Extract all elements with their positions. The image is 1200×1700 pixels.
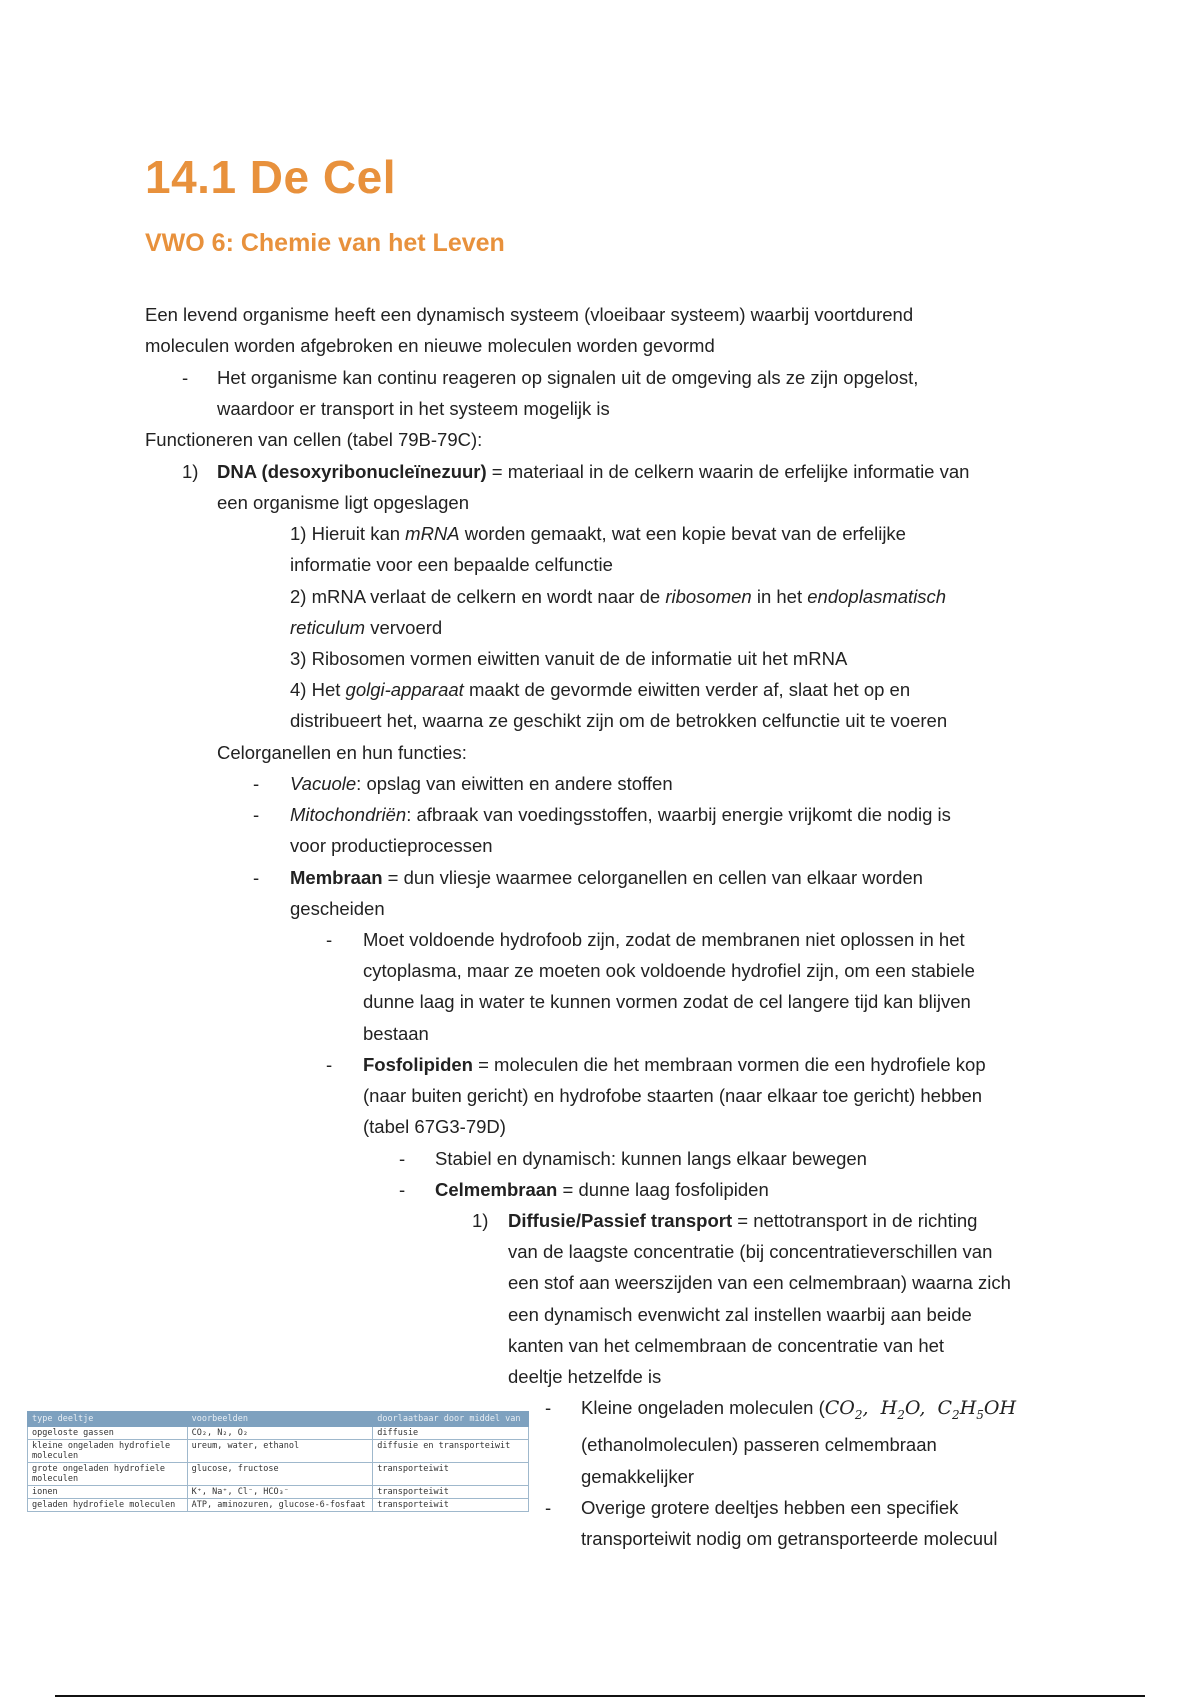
table-row [28,1440,529,1463]
table-cell: transporteiwit [373,1463,529,1486]
table-cell: diffusie en transporteiwit [373,1440,529,1463]
table-cell: glucose, fructose [187,1463,373,1486]
step-4: 4) Het golgi-apparaat maakt de gevormde eiwitten verder af, slaat het op en [290,679,911,700]
page-title: 14.1 De Cel [145,151,396,203]
table-cell: diffusie [373,1427,529,1440]
klein-line: gemakkelijker [581,1466,695,1487]
bullet-dash: - [182,367,189,388]
bullet-dash: - [399,1148,406,1169]
hydro-line: cytoplasma, maar ze moeten ook voldoende hydrofiel zijn, om een stabiele [363,960,975,981]
intro-line: moleculen worden afgebroken en nieuwe moleculen worden gevormd [145,335,715,356]
footer-divider [55,1695,1145,1697]
bullet-dash: - [326,1054,333,1075]
diffusie-line: van de laagste concentratie (bij concentratieverschillen van [508,1241,993,1262]
step-1-cont: informatie voor een bepaalde celfunctie [290,554,613,575]
hydro-line: Moet voldoende hydrofoob zijn, zodat de membranen niet oplossen in het [363,929,965,950]
overig-line: Overige grotere deeltjes hebben een specifiek [581,1497,959,1518]
table-row [28,1486,529,1499]
diffusie-line: deeltje hetzelfde is [508,1366,662,1387]
table-cell: ionen [28,1486,188,1499]
table-cell: transporteiwit [373,1486,529,1499]
table-cell: transporteiwit [373,1499,529,1512]
overig-line: transporteiwit nodig om getransporteerde molecuul [581,1528,998,1549]
table-row [28,1463,529,1486]
vacuole-line: Vacuole: opslag van eiwitten en andere stoffen [290,773,673,794]
table-row [28,1499,529,1512]
step-4-cont: distribueert het, waarna ze geschikt zijn om de betrokken celfunctie uit te voeren [290,710,948,731]
section-intro: Functioneren van cellen (tabel 79B-79C): [145,429,483,450]
mito-line-cont: voor productieprocessen [290,835,493,856]
dna-line: een organisme ligt opgeslagen [217,492,469,513]
bullet-dash: - [253,773,260,794]
klein-line: (ethanolmoleculen) passeren celmembraan [581,1434,937,1455]
table-cell: ATP, aminozuren, glucose-6-fosfaat [187,1499,373,1512]
membraan-line: Membraan = dun vliesje waarmee celorganellen en cellen van elkaar worden [290,867,923,888]
mito-line: Mitochondriën: afbraak van voedingsstoffen, waarbij energie vrijkomt die nodig is [290,804,951,825]
membraan-line-cont: gescheiden [290,898,385,919]
celmembraan-line: Celmembraan = dunne laag fosfolipiden [435,1179,769,1200]
intro-bullet-line: Het organisme kan continu reageren op signalen uit de omgeving als ze zijn opgelost, [217,367,919,388]
list-number: 1) [182,461,199,482]
step-2: 2) mRNA verlaat de celkern en wordt naar de ribosomen in het endoplasmatisch [290,586,947,607]
hydro-line: bestaan [363,1023,429,1044]
diffusie-line: een dynamisch evenwicht zal instellen waarbij aan beide [508,1304,972,1325]
table-header: voorbeelden [187,1412,373,1427]
table-cell: K⁺, Na⁺, Cl⁻, HCO₃⁻ [187,1486,373,1499]
table-row [28,1427,529,1440]
diffusie-line: Diffusie/Passief transport = nettotransport in de richting [508,1210,978,1231]
table-cell: opgeloste gassen [28,1427,188,1440]
organellen-heading: Celorganellen en hun functies: [217,742,467,763]
hydro-line: dunne laag in water te kunnen vormen zodat de cel langere tijd kan blijven [363,991,971,1012]
step-2-cont: reticulum vervoerd [290,617,443,638]
table-cell: CO₂, N₂, O₂ [187,1427,373,1440]
klein-line: Kleine ongeladen moleculen ($CO_2$, $H_2O$, $C_2H_5OH$ [581,1397,1017,1422]
bullet-dash: - [253,804,260,825]
formula: $CO_2$, $H_2O$, $C_2H_5OH$ [824,1397,1017,1422]
fosfo-line: (tabel 67G3-79D) [363,1116,506,1137]
step-3: 3) Ribosomen vormen eiwitten vanuit de de informatie uit het mRNA [290,648,848,669]
table-cell: ureum, water, ethanol [187,1440,373,1463]
table-cell: grote ongeladen hydrofiele moleculen [28,1463,188,1486]
bullet-dash: - [326,929,333,950]
step-1: 1) Hieruit kan mRNA worden gemaakt, wat een kopie bevat van de erfelijke [290,523,906,544]
table-header-row [28,1412,529,1427]
table-cell: geladen hydrofiele moleculen [28,1499,188,1512]
diffusie-line: een stof aan weerszijden van een celmembraan) waarna zich [508,1272,1011,1293]
bullet-dash: - [545,1497,552,1518]
intro-line: Een levend organisme heeft een dynamisch systeem (vloeibaar systeem) waarbij voortdurend [145,304,914,325]
fosfo-line: (naar buiten gericht) en hydrofobe staarten (naar elkaar toe gericht) hebben [363,1085,983,1106]
bullet-dash: - [399,1179,406,1200]
page-subtitle: VWO 6: Chemie van het Leven [145,229,505,257]
intro-bullet-line: waardoor er transport in het systeem mogelijk is [217,398,610,419]
dna-line: DNA (desoxyribonucleïnezuur) = materiaal in de celkern waarin de erfelijke informatie van [217,461,970,482]
bullet-dash: - [545,1397,552,1418]
table-header: doorlaatbaar door middel van [373,1412,529,1427]
table-cell: kleine ongeladen hydrofiele moleculen [28,1440,188,1463]
dna-term: DNA (desoxyribonucleïnezuur) [217,461,487,482]
diffusie-line: kanten van het celmembraan de concentratie van het [508,1335,945,1356]
transport-table [27,1411,529,1512]
stabiel-line: Stabiel en dynamisch: kunnen langs elkaar bewegen [435,1148,867,1169]
bullet-dash: - [253,867,260,888]
list-number: 1) [472,1210,489,1231]
table-header: type deeltje [28,1412,188,1427]
fosfo-line: Fosfolipiden = moleculen die het membraan vormen die een hydrofiele kop [363,1054,986,1075]
